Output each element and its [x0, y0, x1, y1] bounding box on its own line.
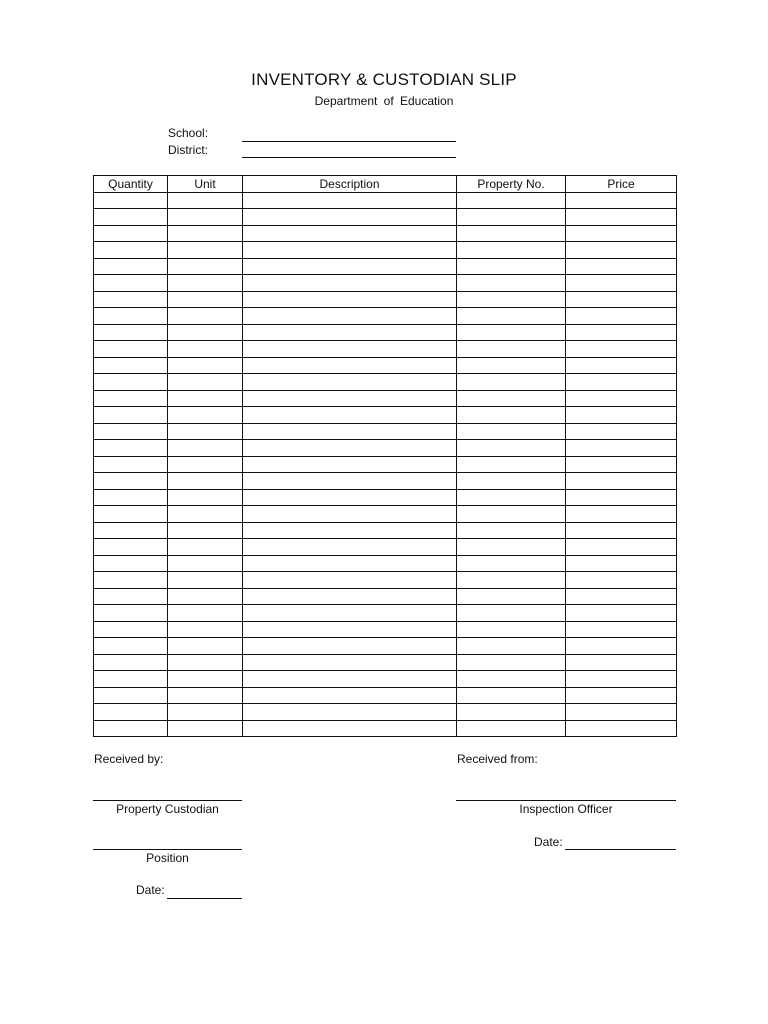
table-cell-quantity[interactable] — [94, 687, 168, 704]
table-cell-property-no[interactable] — [457, 407, 566, 424]
table-cell-description[interactable] — [243, 522, 457, 539]
date-label-left: Date: — [136, 883, 165, 897]
table-cell-unit[interactable] — [168, 407, 243, 424]
table-cell-quantity[interactable] — [94, 704, 168, 721]
table-cell-description[interactable] — [243, 324, 457, 341]
table-cell-property-no[interactable] — [457, 341, 566, 358]
table-cell-quantity[interactable] — [94, 522, 168, 539]
table-cell-property-no[interactable] — [457, 522, 566, 539]
table-cell-description[interactable] — [243, 638, 457, 655]
table-cell-quantity[interactable] — [94, 192, 168, 209]
column-header-price: Price — [566, 176, 677, 193]
table-cell-quantity[interactable] — [94, 225, 168, 242]
table-cell-description[interactable] — [243, 192, 457, 209]
table-row — [94, 654, 677, 671]
table-row — [94, 671, 677, 688]
table-cell-quantity[interactable] — [94, 720, 168, 737]
school-field[interactable] — [242, 141, 456, 142]
inspection-officer-label: Inspection Officer — [519, 802, 613, 816]
table-cell-property-no[interactable] — [457, 654, 566, 671]
district-field[interactable] — [242, 157, 456, 158]
table-cell-quantity[interactable] — [94, 473, 168, 490]
table-cell-price[interactable] — [566, 473, 677, 490]
table-cell-unit[interactable] — [168, 456, 243, 473]
table-cell-price[interactable] — [566, 341, 677, 358]
table-cell-description[interactable] — [243, 407, 457, 424]
table-cell-property-no[interactable] — [457, 456, 566, 473]
table-cell-price[interactable] — [566, 357, 677, 374]
table-cell-quantity[interactable] — [94, 440, 168, 457]
table-cell-quantity[interactable] — [94, 539, 168, 556]
table-cell-quantity[interactable] — [94, 390, 168, 407]
table-cell-quantity[interactable] — [94, 258, 168, 275]
table-cell-description[interactable] — [243, 456, 457, 473]
table-row — [94, 440, 677, 457]
table-cell-unit[interactable] — [168, 489, 243, 506]
table-cell-description[interactable] — [243, 225, 457, 242]
table-cell-price[interactable] — [566, 654, 677, 671]
table-cell-property-no[interactable] — [457, 291, 566, 308]
table-cell-description[interactable] — [243, 506, 457, 523]
table-cell-price[interactable] — [566, 687, 677, 704]
table-cell-unit[interactable] — [168, 522, 243, 539]
table-cell-description[interactable] — [243, 539, 457, 556]
table-header-row — [94, 176, 677, 193]
table-row — [94, 258, 677, 275]
table-cell-unit[interactable] — [168, 720, 243, 737]
table-row — [94, 539, 677, 556]
table-cell-price[interactable] — [566, 555, 677, 572]
table-row — [94, 638, 677, 655]
table-row — [94, 456, 677, 473]
table-cell-price[interactable] — [566, 374, 677, 391]
page-title: INVENTORY & CUSTODIAN SLIP — [251, 70, 517, 89]
table-cell-description[interactable] — [243, 654, 457, 671]
school-label: School: — [168, 126, 209, 140]
table-cell-unit[interactable] — [168, 588, 243, 605]
table-row — [94, 489, 677, 506]
table-cell-quantity[interactable] — [94, 638, 168, 655]
table-cell-description[interactable] — [243, 308, 457, 325]
table-cell-property-no[interactable] — [457, 555, 566, 572]
table-cell-description[interactable] — [243, 357, 457, 374]
table-cell-quantity[interactable] — [94, 324, 168, 341]
table-cell-description[interactable] — [243, 374, 457, 391]
table-row — [94, 374, 677, 391]
table-cell-price[interactable] — [566, 720, 677, 737]
table-cell-quantity[interactable] — [94, 275, 168, 292]
table-row — [94, 308, 677, 325]
position-label: Position — [146, 851, 189, 865]
table-cell-description[interactable] — [243, 440, 457, 457]
table-cell-unit[interactable] — [168, 539, 243, 556]
table-cell-price[interactable] — [566, 275, 677, 292]
table-cell-price[interactable] — [566, 440, 677, 457]
table-cell-description[interactable] — [243, 572, 457, 589]
table-row — [94, 407, 677, 424]
table-cell-property-no[interactable] — [457, 225, 566, 242]
table-cell-unit[interactable] — [168, 506, 243, 523]
table-row — [94, 423, 677, 440]
table-cell-price[interactable] — [566, 258, 677, 275]
table-row — [94, 720, 677, 737]
table-cell-description[interactable] — [243, 605, 457, 622]
table-cell-unit[interactable] — [168, 440, 243, 457]
table-cell-quantity[interactable] — [94, 291, 168, 308]
inspection-officer-signature-line[interactable] — [456, 800, 676, 801]
table-cell-unit[interactable] — [168, 605, 243, 622]
table-cell-description[interactable] — [243, 291, 457, 308]
table-cell-price[interactable] — [566, 506, 677, 523]
table-cell-property-no[interactable] — [457, 720, 566, 737]
table-cell-property-no[interactable] — [457, 308, 566, 325]
table-cell-quantity[interactable] — [94, 242, 168, 259]
table-cell-property-no[interactable] — [457, 390, 566, 407]
table-cell-unit[interactable] — [168, 390, 243, 407]
table-row — [94, 225, 677, 242]
table-cell-description[interactable] — [243, 720, 457, 737]
table-cell-unit[interactable] — [168, 258, 243, 275]
table-cell-price[interactable] — [566, 704, 677, 721]
property-custodian-label: Property Custodian — [116, 802, 219, 816]
table-cell-quantity[interactable] — [94, 572, 168, 589]
table-cell-price[interactable] — [566, 489, 677, 506]
table-row — [94, 275, 677, 292]
table-cell-property-no[interactable] — [457, 506, 566, 523]
table-row — [94, 209, 677, 226]
table-cell-property-no[interactable] — [457, 192, 566, 209]
table-row — [94, 291, 677, 308]
received-by-label: Received by: — [94, 752, 164, 766]
table-cell-price[interactable] — [566, 539, 677, 556]
table-cell-price[interactable] — [566, 621, 677, 638]
table-row — [94, 357, 677, 374]
table-cell-description[interactable] — [243, 242, 457, 259]
table-cell-quantity[interactable] — [94, 588, 168, 605]
table-cell-price[interactable] — [566, 390, 677, 407]
table-cell-property-no[interactable] — [457, 423, 566, 440]
table-cell-description[interactable] — [243, 621, 457, 638]
table-cell-price[interactable] — [566, 308, 677, 325]
table-row — [94, 621, 677, 638]
table-cell-description[interactable] — [243, 704, 457, 721]
table-cell-property-no[interactable] — [457, 605, 566, 622]
table-cell-unit[interactable] — [168, 638, 243, 655]
date-field-left[interactable] — [167, 898, 242, 899]
table-cell-property-no[interactable] — [457, 671, 566, 688]
table-cell-quantity[interactable] — [94, 621, 168, 638]
column-header-description: Description — [243, 176, 457, 193]
inventory-table — [93, 175, 677, 737]
table-cell-quantity[interactable] — [94, 407, 168, 424]
table-cell-description[interactable] — [243, 341, 457, 358]
table-row — [94, 341, 677, 358]
table-cell-property-no[interactable] — [457, 638, 566, 655]
table-cell-price[interactable] — [566, 572, 677, 589]
table-cell-quantity[interactable] — [94, 456, 168, 473]
table-cell-property-no[interactable] — [457, 242, 566, 259]
table-cell-description[interactable] — [243, 390, 457, 407]
table-cell-description[interactable] — [243, 671, 457, 688]
table-cell-property-no[interactable] — [457, 588, 566, 605]
table-row — [94, 473, 677, 490]
table-row — [94, 605, 677, 622]
table-cell-quantity[interactable] — [94, 555, 168, 572]
table-cell-description[interactable] — [243, 687, 457, 704]
table-row — [94, 572, 677, 589]
table-cell-price[interactable] — [566, 522, 677, 539]
table-cell-description[interactable] — [243, 275, 457, 292]
table-cell-quantity[interactable] — [94, 489, 168, 506]
district-label: District: — [168, 143, 208, 157]
table-cell-unit[interactable] — [168, 209, 243, 226]
table-cell-unit[interactable] — [168, 324, 243, 341]
table-row — [94, 687, 677, 704]
table-cell-property-no[interactable] — [457, 357, 566, 374]
table-cell-property-no[interactable] — [457, 489, 566, 506]
table-cell-price[interactable] — [566, 671, 677, 688]
table-cell-description[interactable] — [243, 209, 457, 226]
table-cell-unit[interactable] — [168, 687, 243, 704]
table-cell-unit[interactable] — [168, 357, 243, 374]
table-cell-quantity[interactable] — [94, 506, 168, 523]
property-custodian-signature-line[interactable] — [93, 800, 242, 801]
table-cell-quantity[interactable] — [94, 671, 168, 688]
table-cell-quantity[interactable] — [94, 357, 168, 374]
column-header-unit: Unit — [168, 176, 243, 193]
table-row — [94, 704, 677, 721]
table-cell-property-no[interactable] — [457, 473, 566, 490]
table-cell-price[interactable] — [566, 291, 677, 308]
table-cell-price[interactable] — [566, 407, 677, 424]
table-cell-property-no[interactable] — [457, 621, 566, 638]
table-cell-price[interactable] — [566, 209, 677, 226]
column-header-property-no: Property No. — [457, 176, 566, 193]
table-cell-description[interactable] — [243, 555, 457, 572]
table-cell-unit[interactable] — [168, 308, 243, 325]
table-cell-unit[interactable] — [168, 291, 243, 308]
table-cell-property-no[interactable] — [457, 572, 566, 589]
table-cell-unit[interactable] — [168, 192, 243, 209]
table-cell-property-no[interactable] — [457, 440, 566, 457]
table-cell-property-no[interactable] — [457, 275, 566, 292]
table-cell-unit[interactable] — [168, 374, 243, 391]
table-cell-quantity[interactable] — [94, 605, 168, 622]
table-cell-unit[interactable] — [168, 225, 243, 242]
table-cell-unit[interactable] — [168, 341, 243, 358]
table-cell-description[interactable] — [243, 588, 457, 605]
table-cell-property-no[interactable] — [457, 704, 566, 721]
table-cell-unit[interactable] — [168, 242, 243, 259]
table-row — [94, 242, 677, 259]
table-cell-unit[interactable] — [168, 555, 243, 572]
table-cell-price[interactable] — [566, 456, 677, 473]
table-cell-unit[interactable] — [168, 423, 243, 440]
table-row — [94, 522, 677, 539]
table-cell-unit[interactable] — [168, 572, 243, 589]
table-cell-quantity[interactable] — [94, 423, 168, 440]
date-field-right[interactable] — [565, 849, 676, 850]
table-row — [94, 192, 677, 209]
position-line[interactable] — [93, 849, 242, 850]
table-cell-description[interactable] — [243, 423, 457, 440]
table-cell-property-no[interactable] — [457, 324, 566, 341]
table-cell-description[interactable] — [243, 473, 457, 490]
table-cell-price[interactable] — [566, 242, 677, 259]
table-cell-unit[interactable] — [168, 704, 243, 721]
table-row — [94, 324, 677, 341]
table-cell-property-no[interactable] — [457, 687, 566, 704]
table-cell-property-no[interactable] — [457, 539, 566, 556]
table-cell-unit[interactable] — [168, 473, 243, 490]
table-cell-quantity[interactable] — [94, 654, 168, 671]
table-cell-price[interactable] — [566, 192, 677, 209]
table-row — [94, 555, 677, 572]
table-cell-unit[interactable] — [168, 671, 243, 688]
page-subtitle: Department of Education — [314, 94, 454, 108]
received-from-label: Received from: — [457, 752, 538, 766]
table-cell-price[interactable] — [566, 225, 677, 242]
table-cell-quantity[interactable] — [94, 209, 168, 226]
table-cell-quantity[interactable] — [94, 308, 168, 325]
column-header-quantity: Quantity — [94, 176, 168, 193]
table-body — [94, 192, 677, 737]
table-row — [94, 390, 677, 407]
table-cell-property-no[interactable] — [457, 374, 566, 391]
table-cell-price[interactable] — [566, 423, 677, 440]
date-label-right: Date: — [534, 835, 563, 849]
table-row — [94, 588, 677, 605]
table-cell-quantity[interactable] — [94, 374, 168, 391]
table-cell-price[interactable] — [566, 638, 677, 655]
table-cell-property-no[interactable] — [457, 209, 566, 226]
table-cell-unit[interactable] — [168, 275, 243, 292]
table-cell-description[interactable] — [243, 489, 457, 506]
table-cell-description[interactable] — [243, 258, 457, 275]
table-cell-unit[interactable] — [168, 654, 243, 671]
table-row — [94, 506, 677, 523]
table-cell-price[interactable] — [566, 588, 677, 605]
table-cell-price[interactable] — [566, 324, 677, 341]
table-cell-property-no[interactable] — [457, 258, 566, 275]
table-cell-quantity[interactable] — [94, 341, 168, 358]
table-cell-price[interactable] — [566, 605, 677, 622]
table-cell-unit[interactable] — [168, 621, 243, 638]
